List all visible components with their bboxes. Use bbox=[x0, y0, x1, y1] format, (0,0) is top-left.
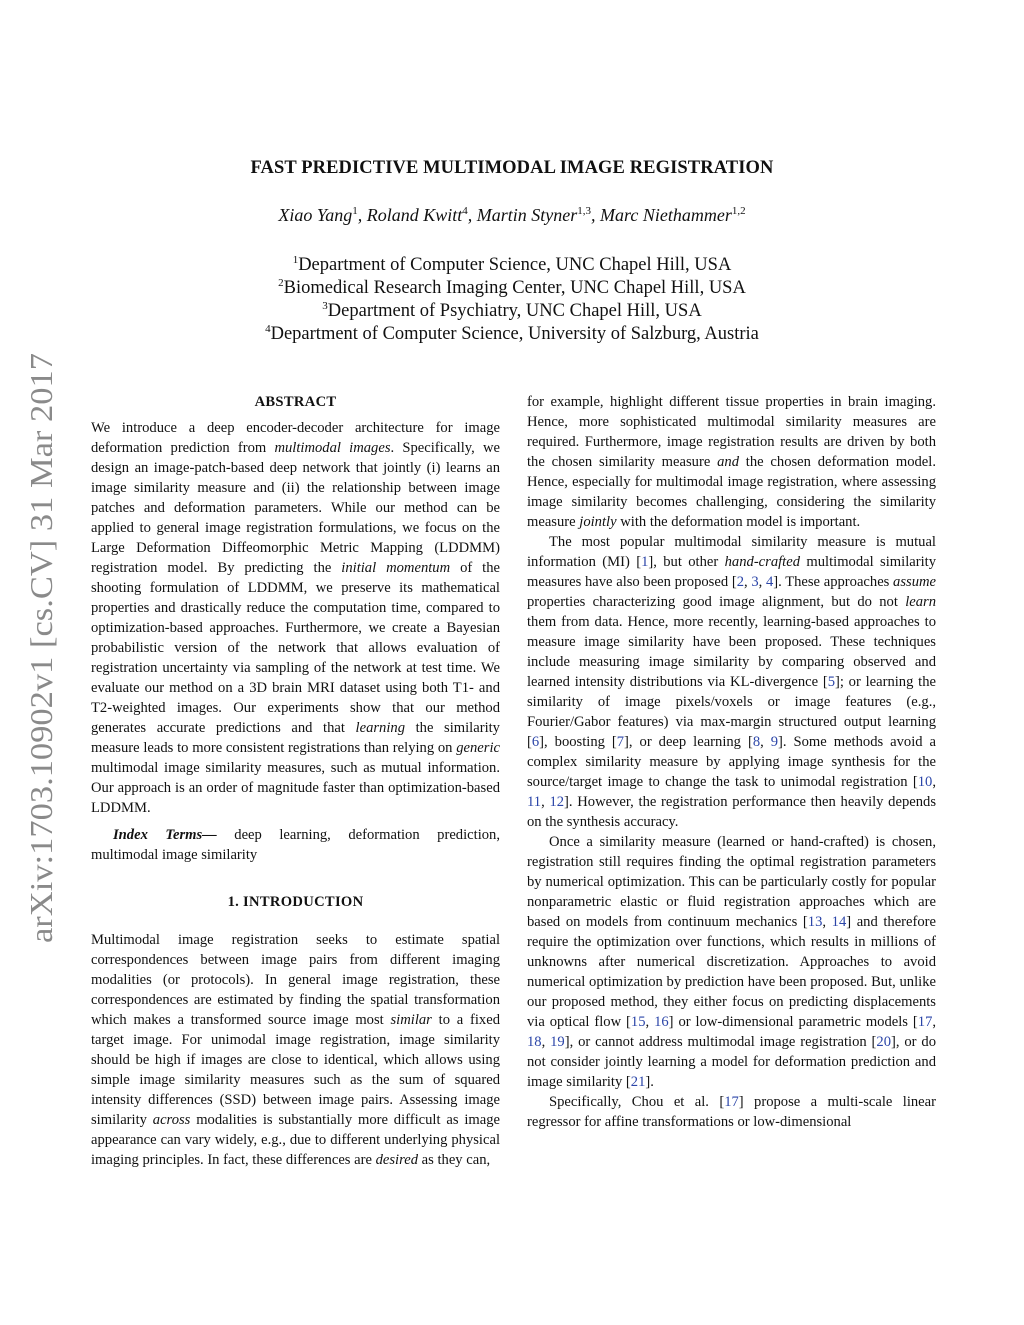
author-name: Marc Niethammer bbox=[600, 205, 732, 225]
emphasis-text: generic bbox=[456, 740, 500, 756]
emphasis-text: hand-crafted bbox=[724, 554, 801, 570]
intro-paragraph-4: Once a similarity measure (learned or hand-crafted) is chosen, registration still requires finding the optimal registration parameters by numerical optimization. This can be particularly costly for popular nonparametric elastic or fluid registration approaches which are based on models from continuum mechanics [13, 14] and therefore require the optimization over functions, which results in millions of unknowns after numerical discretization. Approaches to avoid numerical optimization by prediction have been proposed. But, unlike our proposed method, they either focus on predicting displacements via optical flow [15, 16] or low-dimensional parametric models [17, 18, 19], or cannot address multimodal image registration [20], or do not consider jointly learning a model for deformation prediction and image similarity [21]. bbox=[527, 834, 937, 1090]
intro-paragraph-5: Specifically, Chou et al. [17] propose a multi-scale linear regressor for affine transformations or low-dimensional bbox=[527, 1094, 936, 1130]
emphasis-text: and bbox=[717, 454, 739, 470]
author-affiliation-mark: 1,2 bbox=[731, 205, 746, 217]
left-column bbox=[91, 392, 500, 1170]
citation-link[interactable]: 10 bbox=[917, 774, 933, 790]
emphasis-text: learning bbox=[355, 720, 405, 736]
index-terms bbox=[91, 825, 500, 865]
citation-link[interactable]: 1 bbox=[641, 554, 649, 570]
citation-link[interactable]: 19 bbox=[550, 1034, 565, 1050]
citation-link[interactable]: 21 bbox=[630, 1074, 646, 1090]
index-terms-label: Index Terms— bbox=[113, 827, 217, 843]
citation-link[interactable]: 14 bbox=[831, 914, 847, 930]
emphasis-text: learn bbox=[905, 594, 936, 610]
citation-link[interactable]: 11 bbox=[527, 794, 542, 810]
abstract-heading: ABSTRACT bbox=[254, 394, 337, 410]
affiliation-1: $^1$Department of Computer Science, UNC Chapel Hill, USA bbox=[292, 254, 732, 276]
intro-paragraph-2: for example, highlight different tissue properties in brain imaging. Hence, more sophisticated multimodal similarity measures are required. Furthermore, image registration results are driven by both the chosen similarity measure and the chosen deformation model. Hence, especially for multimodal image registration, where assessing image similarity becomes challenging, considering the similarity measure jointly with the deformation model is important. bbox=[527, 394, 936, 530]
affiliation-3: $^3$Department of Psychiatry, UNC Chapel Hill, USA bbox=[322, 300, 702, 322]
arxiv-stamp-text: arXiv:1703.10902v1 [cs.CV] 31 Mar 2017 bbox=[23, 395, 59, 943]
citation-link[interactable]: 4 bbox=[765, 574, 774, 590]
citation-link[interactable]: 17 bbox=[917, 1014, 933, 1030]
citation-link[interactable]: 7 bbox=[616, 734, 625, 750]
citation-link[interactable]: 3 bbox=[751, 574, 759, 590]
citation-link[interactable]: 17 bbox=[724, 1094, 739, 1110]
emphasis-text: jointly bbox=[579, 514, 617, 530]
section-heading-introduction: 1. INTRODUCTION bbox=[227, 894, 364, 910]
emphasis-text: desired bbox=[375, 1152, 419, 1168]
citation-link[interactable]: 9 bbox=[770, 734, 779, 750]
citation-link[interactable]: 13 bbox=[807, 914, 823, 930]
emphasis-text: initial momentum bbox=[341, 560, 451, 576]
citation-link[interactable]: 6 bbox=[531, 734, 540, 750]
citation-link[interactable]: 20 bbox=[876, 1034, 891, 1050]
affiliation-4: $^4$Department of Computer Science, University of Salzburg, Austria bbox=[265, 323, 759, 345]
emphasis-text: across bbox=[152, 1112, 191, 1128]
intro-paragraph-3: The most popular multimodal similarity measure is mutual information (MI) [1], but other hand-crafted multimodal similarity measures have also been proposed [2, 3, 4]. These approaches assume properties characterizing good image alignment, but do not learn them from data. Hence, more recently, learning-based approaches to measure image similarity have been proposed. These techniques include measuring image similarity by comparing observed and learned intensity distributions via KL-divergence [5]; or learning the similarity of image pixels/voxels or image features (e.g., Fourier/Gabor features) via max-margin structured output learning [6], boosting [7], or deep learning [8, 9]. Some methods avoid a complex similarity measure by applying image synthesis for the source/target image to change the task to unimodal registration [10, 11, 12]. However, the registration performance then heavily depends on the synthesis accuracy. bbox=[527, 534, 937, 830]
intro-paragraph-1: Multimodal image registration seeks to estimate spatial correspondences between image pairs from different imaging modalities (or protocols). In general image registration, these correspondences are estimated by finding the spatial transformation which makes a transformed source image most similar to a fixed target image. For unimodal image registration, image similarity should be high if images are close to identical, which allows using simple image similarity measures such as the sum of squared intensity differences (SSD) between image pairs. Assessing image similarity across modalities is substantially more difficult as image appearance can vary widely, e.g., due to different underlying physical imaging principles. In fact, these differences are desired as they can, bbox=[91, 932, 501, 1168]
author-name: Xiao Yang bbox=[278, 205, 353, 225]
citation-link[interactable]: 12 bbox=[549, 794, 565, 810]
citation-link[interactable]: 15 bbox=[630, 1014, 646, 1030]
citation-link[interactable]: 5 bbox=[827, 674, 835, 690]
affiliation-2: $^2$Biomedical Research Imaging Center, UNC Chapel Hill, USA bbox=[278, 277, 746, 299]
citation-link[interactable]: 16 bbox=[654, 1014, 669, 1030]
paper-title: FAST PREDICTIVE MULTIMODAL IMAGE REGISTRATION bbox=[250, 158, 774, 178]
right-column bbox=[527, 392, 936, 1132]
emphasis-text: assume bbox=[893, 574, 937, 590]
citation-link[interactable]: 2 bbox=[736, 574, 744, 590]
emphasis-text: similar bbox=[390, 1012, 432, 1028]
index-terms-text: deep learning, deformation prediction, multimodal image similarity bbox=[91, 827, 500, 863]
abstract-body: We introduce a deep encoder-decoder architecture for image deformation prediction from multimodal images. Specifically, we design an image-patch-based deep network that jointly (i) learns an image similarity measure and (ii) the relationship between image patches and deformation parameters. While our method can be applied to general image registration formulations, we focus on the Large Deformation Diffeomorphic Metric Mapping (LDDMM) registration model. By predicting the initial momentum of the shooting formulation of LDDMM, we preserve its mathematical properties and drastically reduce the computation time, compared to optimization-based approaches. Furthermore, we create a Bayesian probabilistic version of the network that allows evaluation of registration uncertainty via sampling of the network at test time. We evaluate our method on a 3D brain MRI dataset using both T1- and T2-weighted images. Our experiments show that our method generates accurate predictions and that learning the similarity measure leads to more consistent registrations than relying on generic multimodal image similarity measures, such as mutual information. Our approach is an order of magnitude faster than optimization-based LDDMM. bbox=[91, 420, 500, 816]
author-name: Roland Kwitt bbox=[366, 205, 463, 225]
author-affiliation-mark: 1,3 bbox=[577, 205, 592, 217]
author-list: Xiao Yang$^1$, Roland Kwitt$^4$, Martin Styner$^{1,3}$, Marc Niethammer$^{1,2}$ bbox=[278, 205, 746, 225]
author-name: Martin Styner bbox=[476, 205, 578, 225]
author-affiliation-mark: 1 bbox=[352, 205, 358, 217]
citation-link[interactable]: 8 bbox=[752, 734, 761, 750]
emphasis-text: multimodal images bbox=[274, 440, 391, 456]
citation-link[interactable]: 18 bbox=[527, 1034, 542, 1050]
author-affiliation-mark: 4 bbox=[462, 205, 468, 217]
arxiv-stamp bbox=[0, 348, 70, 948]
